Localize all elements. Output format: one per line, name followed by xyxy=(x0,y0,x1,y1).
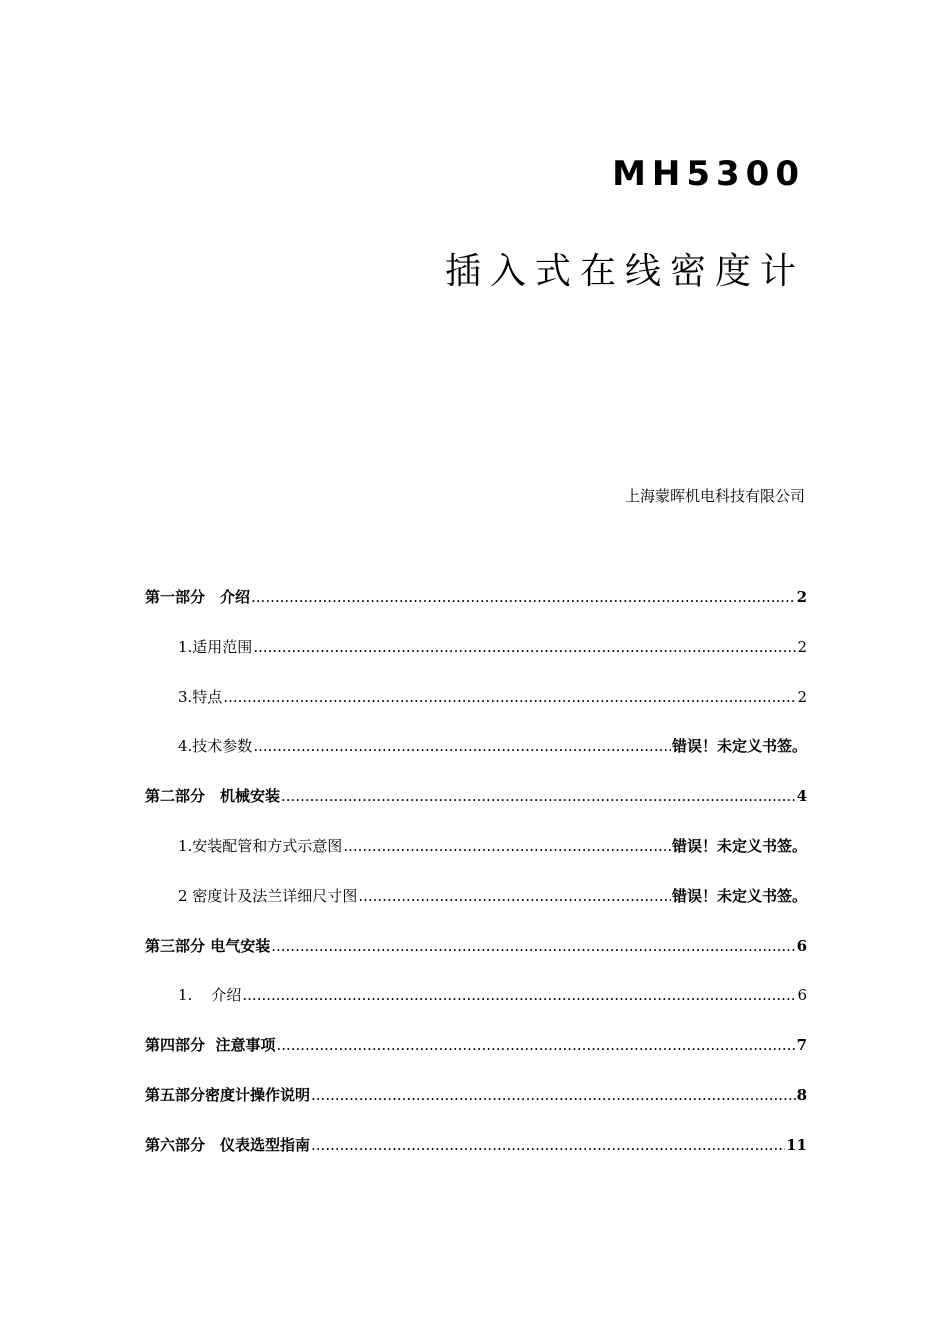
toc-entry-page: 2 xyxy=(797,637,807,656)
toc-leader-dots xyxy=(253,635,796,659)
toc-leader-dots xyxy=(358,884,671,908)
toc-leader-dots xyxy=(223,685,796,709)
toc-leader-dots xyxy=(311,1133,785,1157)
toc-entry[interactable] xyxy=(145,734,807,784)
toc-entry[interactable] xyxy=(145,1033,807,1083)
toc-entry-label: 2 密度计及法兰详细尺寸图 xyxy=(178,886,358,905)
company-name: 上海蒙晖机电科技有限公司 xyxy=(624,487,805,505)
toc-entry-label: 第二部分 机械安装 xyxy=(145,787,281,806)
toc-entry[interactable] xyxy=(145,983,807,1033)
toc-entry-label: 3.特点 xyxy=(178,687,223,706)
toc-entry[interactable] xyxy=(145,1133,807,1183)
toc-entry-page: 2 xyxy=(797,687,807,706)
toc-leader-dots xyxy=(271,934,795,958)
toc-entry-label: 第六部分 仪表选型指南 xyxy=(145,1135,311,1154)
toc-entry[interactable] xyxy=(145,834,807,884)
toc-entry-page: 错误！未定义书签。 xyxy=(671,836,807,855)
toc-entry[interactable] xyxy=(145,784,807,834)
toc-entry[interactable] xyxy=(145,934,807,984)
toc-entry-label: 4.技术参数 xyxy=(178,737,253,756)
toc-entry[interactable] xyxy=(145,685,807,735)
toc-entry-label: 1.适用范围 xyxy=(178,637,253,656)
table-of-contents xyxy=(145,585,807,1183)
toc-leader-dots xyxy=(281,784,796,808)
document-model-title: MH5300 xyxy=(612,154,805,194)
document-title: 插入式在线密度计 xyxy=(444,251,805,292)
toc-entry[interactable] xyxy=(145,635,807,685)
toc-leader-dots xyxy=(311,1083,796,1107)
toc-leader-dots xyxy=(343,834,671,858)
toc-entry-label: 第四部分 注意事项 xyxy=(145,1036,276,1055)
toc-entry-page: 错误！未定义书签。 xyxy=(671,886,807,905)
toc-entry-page: 6 xyxy=(797,986,807,1005)
toc-entry[interactable] xyxy=(145,884,807,934)
toc-leader-dots xyxy=(242,983,796,1007)
toc-entry-page: 11 xyxy=(786,1135,807,1154)
toc-entry-label: 第一部分 介绍 xyxy=(145,588,251,606)
toc-entry[interactable] xyxy=(145,585,807,635)
toc-entry-page: 错误！未定义书签。 xyxy=(671,737,807,756)
toc-entry-page: 6 xyxy=(796,936,807,955)
toc-entry-label: 1. 介绍 xyxy=(178,986,242,1005)
toc-entry[interactable] xyxy=(145,1083,807,1133)
toc-entry-page: 8 xyxy=(796,1085,807,1104)
toc-entry-page: 7 xyxy=(796,1036,807,1055)
toc-leader-dots xyxy=(253,734,671,758)
toc-entry-label: 1.安装配管和方式示意图 xyxy=(178,836,343,855)
toc-entry-page: 2 xyxy=(796,588,807,606)
toc-leader-dots xyxy=(251,585,796,609)
toc-entry-label: 第五部分密度计操作说明 xyxy=(145,1085,311,1104)
toc-entry-page: 4 xyxy=(796,787,807,806)
toc-entry-label: 第三部分 电气安装 xyxy=(145,936,271,955)
toc-leader-dots xyxy=(276,1033,795,1057)
